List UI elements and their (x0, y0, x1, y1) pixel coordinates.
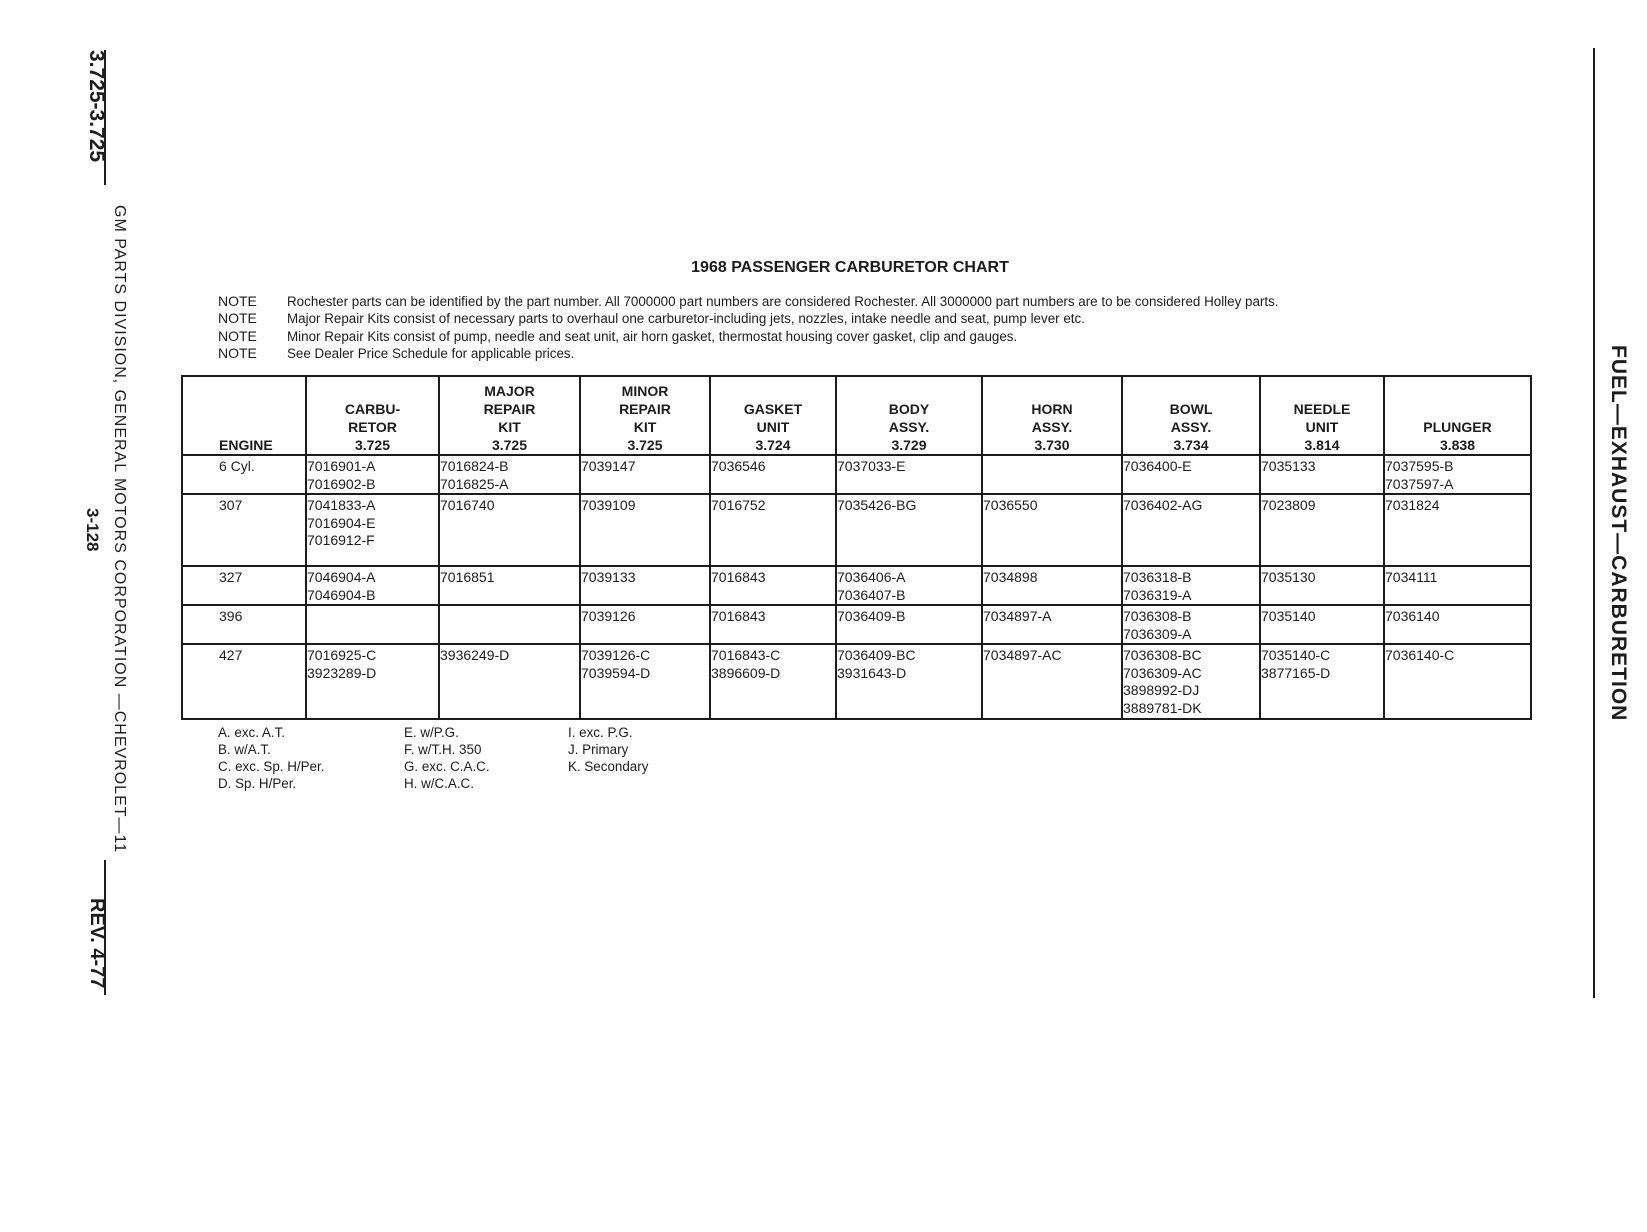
needle-cell (1260, 644, 1384, 719)
column-header (982, 376, 1122, 455)
table-row (182, 566, 1531, 605)
part-number: 7016851 (440, 569, 495, 585)
part-number: 7039594-D (581, 664, 651, 681)
part-number: 7039126 (581, 608, 636, 624)
part-number: 7035140 (1261, 608, 1316, 624)
body-cell (836, 644, 982, 719)
bowl-cell (1122, 566, 1260, 605)
note-label: NOTE (218, 293, 257, 309)
engine-cell: 6 Cyl. (182, 455, 306, 494)
note-label: NOTE (218, 344, 257, 361)
part-number: 7036400-E (1123, 458, 1192, 474)
column-header-line: 3.814 (1304, 437, 1340, 453)
major-kit-cell (439, 605, 580, 644)
chart-title: 1968 PASSENGER CARBURETOR CHART (691, 259, 1009, 276)
carburetor-cell (306, 494, 439, 566)
column-header-line: HORN (1031, 401, 1073, 417)
part-number: 7035130 (1261, 569, 1316, 585)
part-number: 7046904-B (307, 586, 376, 603)
column-header (580, 376, 710, 455)
right-rule (1593, 48, 1595, 998)
column-header-line: 3.725 (354, 437, 391, 453)
engine-cell: 307 (182, 494, 306, 566)
table-row (182, 494, 1531, 566)
horn-cell (982, 455, 1122, 494)
part-number: 7037597-A (1385, 475, 1454, 492)
part-number: 7016740 (440, 497, 495, 513)
plunger-cell (1384, 494, 1531, 566)
column-header-line: PLUNGER (1423, 419, 1492, 435)
part-number: 7016825-A (440, 475, 509, 492)
column-header (836, 376, 982, 455)
column-header-line: BODY (888, 401, 930, 417)
column-header-line: NEEDLE (1293, 401, 1351, 417)
column-header-line: GASKET (743, 401, 803, 417)
part-number: 7036308-BC (1123, 647, 1202, 663)
carburetor-table (181, 375, 1532, 720)
column-header-line: CARBU- (344, 401, 401, 417)
part-number: 7036140-C (1385, 647, 1455, 663)
abbreviation-item: H. w/C.A.C. (404, 776, 474, 791)
part-number: 7037595-B (1385, 458, 1454, 474)
column-header-line: ASSY. (888, 419, 930, 435)
part-number: 7036409-BC (837, 647, 916, 663)
abbreviation-item: K. Secondary (568, 759, 649, 774)
part-number: 7034898 (983, 569, 1038, 585)
column-header-line: RETOR (348, 419, 397, 435)
abbreviation-column (218, 724, 398, 792)
column-header-line: BOWL (1169, 401, 1213, 417)
bowl-cell (1122, 605, 1260, 644)
page-number: 3-128 (83, 508, 102, 552)
minor-kit-cell (580, 494, 710, 566)
part-number: 7016904-E (307, 514, 376, 531)
header-row (182, 376, 1531, 455)
column-header (306, 376, 439, 455)
column-header-line: 3.838 (1439, 437, 1476, 453)
part-number: 7023809 (1261, 497, 1316, 513)
plunger-cell (1384, 455, 1531, 494)
revision: REV. 4-77 (86, 898, 108, 989)
part-number: 7016901-A (307, 458, 376, 474)
part-number: 7016912-F (307, 532, 375, 548)
part-number: 7016902-B (307, 475, 376, 492)
column-header-line: ASSY. (1031, 419, 1073, 435)
note-label: NOTE (218, 310, 257, 327)
abbreviation-item: A. exc. A.T. (218, 725, 285, 740)
horn-cell (982, 644, 1122, 719)
body-cell (836, 455, 982, 494)
gasket-cell (710, 566, 836, 605)
carburetor-cell (306, 566, 439, 605)
gasket-cell (710, 644, 836, 719)
part-number: 7041833-A (307, 497, 376, 513)
abbreviation-item: J. Primary (568, 742, 629, 757)
abbreviation-column (568, 724, 748, 775)
column-header-line: ASSY. (1170, 419, 1212, 435)
note-text: Minor Repair Kits consist of pump, needle and seat unit, air horn gasket, thermostat housing cover gasket, clip and gauges. (287, 328, 1018, 344)
body-cell (836, 494, 982, 566)
column-header-line: ENGINE (219, 437, 273, 453)
abbreviation-item: B. w/A.T. (218, 742, 271, 757)
part-number: 7046904-A (307, 569, 376, 585)
table-row (182, 455, 1531, 494)
column-header (1384, 376, 1531, 455)
part-number: 3931643-D (837, 664, 907, 681)
needle-cell (1260, 566, 1384, 605)
part-number: 7036406-A (837, 569, 906, 585)
gasket-cell (710, 494, 836, 566)
bowl-cell (1122, 644, 1260, 719)
column-header (439, 376, 580, 455)
minor-kit-cell (580, 605, 710, 644)
part-number: 7037033-E (837, 458, 906, 474)
note-label: NOTE (218, 327, 257, 344)
part-number: 3896609-D (711, 664, 781, 681)
engine-cell: 396 (182, 605, 306, 644)
part-number: 7036407-B (837, 586, 906, 603)
part-number: 3923289-D (307, 664, 377, 681)
major-kit-cell (439, 566, 580, 605)
major-kit-cell (439, 494, 580, 566)
note-row (218, 328, 1279, 345)
note-text: Major Repair Kits consist of necessary parts to overhaul one carburetor-including jets, nozzles, intake needle and seat, pump lever etc. (287, 311, 1085, 327)
plunger-cell (1384, 605, 1531, 644)
column-header-line: 3.729 (891, 437, 927, 453)
column-header-line: KIT (498, 419, 521, 435)
body-cell (836, 566, 982, 605)
part-number: 7016925-C (307, 647, 377, 663)
notes (218, 293, 1279, 362)
column-header-line: 3.730 (1034, 437, 1070, 453)
column-header (710, 376, 836, 455)
section-number: 3.725-3.725 (85, 50, 108, 163)
column-header-line: 3.734 (1173, 437, 1209, 453)
part-number: 3936249-D (440, 647, 510, 663)
column-header-line: 3.724 (755, 437, 791, 453)
abbreviation-column (404, 724, 584, 792)
gasket-cell (710, 605, 836, 644)
abbreviation-item: F. w/T.H. 350 (404, 742, 482, 757)
part-number: 7036409-B (837, 608, 906, 624)
minor-kit-cell (580, 455, 710, 494)
gasket-cell (710, 455, 836, 494)
part-number: 3889781-DK (1123, 699, 1202, 716)
note-text: Rochester parts can be identified by the part number. All 7000000 part numbers are considered Rochester. All 3000000 part numbers are to be considered Holley parts. (287, 294, 1279, 309)
abbreviation-item: E. w/P.G. (404, 725, 459, 740)
horn-cell (982, 566, 1122, 605)
part-number: 7035426-BG (837, 497, 917, 513)
part-number: 7036402-AG (1123, 497, 1203, 513)
column-header-line: KIT (633, 419, 657, 435)
part-number: 7034897-AC (983, 647, 1062, 663)
part-number: 7036140 (1385, 608, 1440, 624)
part-number: 7036546 (711, 458, 766, 474)
part-number: 7034897-A (983, 608, 1052, 624)
division-text: GM PARTS DIVISION, GENERAL MOTORS CORPORATION —CHEVROLET—11 (111, 205, 128, 854)
part-number: 7039147 (581, 458, 636, 474)
column-header-line: UNIT (1305, 419, 1339, 435)
engine-cell: 427 (182, 644, 306, 719)
engine-cell: 327 (182, 566, 306, 605)
needle-cell (1260, 494, 1384, 566)
note-text: See Dealer Price Schedule for applicable prices. (287, 345, 575, 361)
major-kit-cell (439, 644, 580, 719)
abbreviation-item: G. exc. C.A.C. (404, 759, 490, 774)
table-row (182, 644, 1531, 719)
part-number: 7036550 (983, 497, 1038, 513)
column-header-line: MINOR (621, 383, 669, 399)
major-kit-cell (439, 455, 580, 494)
column-header-line: REPAIR (483, 401, 536, 417)
plunger-cell (1384, 566, 1531, 605)
abbreviation-item: C. exc. Sp. H/Per. (218, 759, 325, 774)
carburetor-cell (306, 644, 439, 719)
minor-kit-cell (580, 644, 710, 719)
horn-cell (982, 494, 1122, 566)
body-cell (836, 605, 982, 644)
part-number: 7039109 (581, 497, 636, 513)
note-row (218, 310, 1279, 327)
part-number: 7016843 (711, 608, 766, 624)
part-number: 7035140-C (1261, 647, 1331, 663)
column-header (182, 376, 306, 455)
carburetor-cell (306, 455, 439, 494)
needle-cell (1260, 605, 1384, 644)
abbreviation-item: D. Sp. H/Per. (218, 776, 297, 791)
part-number: 7016824-B (440, 458, 509, 474)
table-row (182, 605, 1531, 644)
minor-kit-cell (580, 566, 710, 605)
column-header-line: UNIT (756, 419, 790, 435)
abbreviation-item: I. exc. P.G. (568, 725, 633, 740)
column-header-line: MAJOR (484, 383, 535, 399)
section-title: FUEL—EXHAUST—CARBURETION (1607, 345, 1630, 722)
part-number: 7016843-C (711, 647, 781, 663)
column-header (1122, 376, 1260, 455)
note-row (218, 293, 1279, 310)
horn-cell (982, 605, 1122, 644)
part-number: 7036319-A (1123, 586, 1192, 603)
part-number: 7016752 (711, 497, 766, 513)
part-number: 3877165-D (1261, 664, 1331, 681)
part-number: 7036308-B (1123, 608, 1192, 624)
part-number: 7035133 (1261, 458, 1316, 474)
column-header-line: REPAIR (619, 401, 671, 417)
plunger-cell (1384, 644, 1531, 719)
part-number: 7036318-B (1123, 569, 1192, 585)
carburetor-cell (306, 605, 439, 644)
column-header-line: 3.725 (627, 437, 663, 453)
needle-cell (1260, 455, 1384, 494)
note-row (218, 345, 1279, 362)
part-number: 7039126-C (581, 647, 651, 663)
part-number: 7039133 (581, 569, 636, 585)
part-number: 3898992-DJ (1123, 682, 1200, 698)
column-header (1260, 376, 1384, 455)
part-number: 7036309-A (1123, 625, 1192, 642)
part-number: 7036309-AC (1123, 664, 1202, 681)
bowl-cell (1122, 455, 1260, 494)
part-number: 7016843 (711, 569, 766, 585)
part-number: 7031824 (1385, 497, 1440, 513)
part-number: 7034111 (1385, 569, 1438, 585)
column-header-line: 3.725 (491, 437, 528, 453)
bowl-cell (1122, 494, 1260, 566)
